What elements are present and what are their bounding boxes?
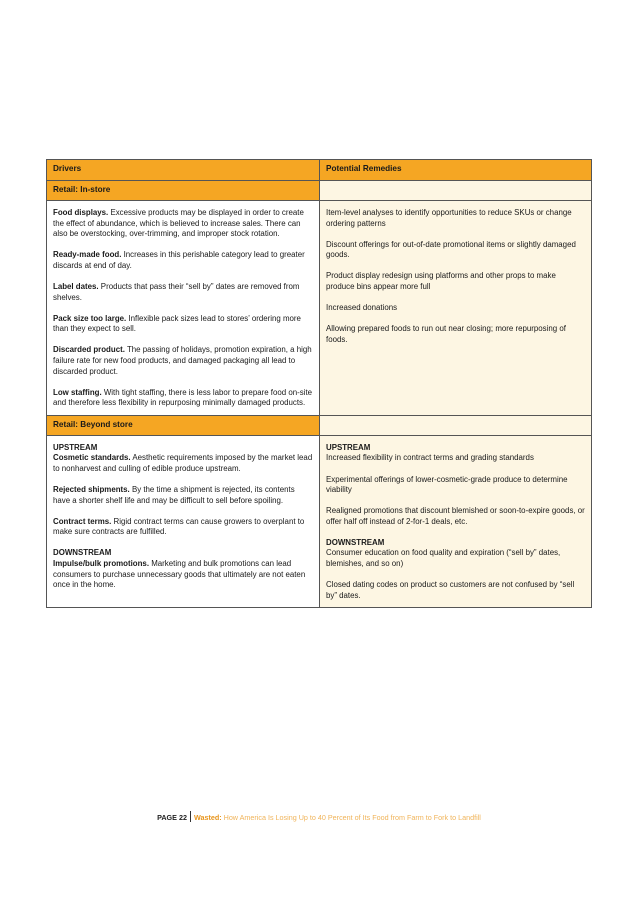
driver-item: Discarded product. The passing of holidays, promotion expiration, a high failure rate for new food products, and damaged packaging all lead to discarded product. (53, 345, 312, 376)
driver-item: Rejected shipments. By the time a shipment is rejected, its contents have a shorter shelf life and may be difficult to sell before spoiling. (53, 485, 295, 505)
section-title-blank (320, 181, 592, 201)
header-drivers: Drivers (47, 160, 320, 181)
report-subtitle: How America Is Losing Up to 40 Percent of Its Food from Farm to Fork to Landfill (221, 813, 481, 822)
in-store-drivers-cell (47, 201, 320, 416)
remedy-item: Discount offerings for out-of-date promotional items or slightly damaged goods. (326, 239, 576, 260)
beyond-store-body-row (47, 435, 592, 608)
remedy-item: Product display redesign using platforms and other props to make produce bins appear more full (326, 271, 556, 291)
remedy-item: Increased donations (326, 303, 398, 313)
driver-item: Pack size too large. Inflexible pack sizes lead to stores’ ordering more than they expect to sell. (53, 313, 301, 334)
header-remedies: Potential Remedies (320, 160, 592, 181)
footer-divider (190, 811, 191, 822)
report-title: Wasted: (193, 813, 222, 822)
remedy-item: Experimental offerings of lower-cosmetic-grade produce to determine viability (326, 474, 568, 495)
table-header-row (47, 160, 592, 181)
beyond-store-remedies-cell (320, 435, 592, 608)
section-title-blank (320, 415, 592, 435)
in-store-body-row (47, 201, 592, 416)
driver-item: Contract terms. Rigid contract terms can cause growers to overplant to make sure contracts are fulfilled. (53, 516, 305, 537)
page-number: PAGE 22 (157, 813, 187, 822)
driver-item: Ready-made food. Increases in this perishable category lead to greater discards at end of day. (53, 250, 305, 270)
section-row-beyond-store (47, 415, 592, 435)
remedy-item: Realigned promotions that discount blemished or soon-to-expire goods, or offer half off instead of 2-for-1 deals, etc. (326, 506, 585, 526)
remedy-item: UPSTREAM Increased flexibility in contract terms and grading standards (326, 442, 534, 463)
remedy-item: DOWNSTREAM Consumer education on food quality and expiration (“sell by” dates, blemishes, and so on) (326, 537, 561, 569)
remedy-item: Item-level analyses to identify opportunities to reduce SKUs or change ordering patterns (326, 208, 572, 228)
driver-item: Low staffing. With tight staffing, there is less labor to prepare food on-site and therefore less flexibility in repurposing minimally damaged products. (53, 387, 313, 408)
section-title-in-store: Retail: In-store (47, 181, 320, 201)
driver-item: Food displays. Excessive products may be displayed in order to create the effect of abundance, which is believed to increase sales. There can also be overstocking, over-trimming, and improper stock rotation. (53, 208, 304, 239)
section-title-beyond-store: Retail: Beyond store (47, 415, 320, 435)
page-footer (0, 811, 638, 822)
remedy-item: Allowing prepared foods to run out near closing; more repurposing of foods. (326, 324, 566, 344)
driver-item: Label dates. Products that pass their “sell by” dates are removed from shelves. (53, 281, 300, 302)
upstream-label: UPSTREAM (53, 442, 98, 452)
downstream-label: DOWNSTREAM (53, 548, 112, 558)
remedy-item: Closed dating codes on product so customers are not confused by “sell by” dates. (326, 580, 575, 600)
driver-item: UPSTREAM Cosmetic standards. Aesthetic requirements imposed by the market lead to nonharvest and culling of edible produce upstream. (53, 442, 313, 473)
driver-item: DOWNSTREAM Impulse/bulk promotions. Marketing and bulk promotions can lead consumers to purchase unnecessary goods that ultimately are not eaten once in the home. (53, 548, 306, 590)
upstream-label: UPSTREAM (326, 442, 371, 452)
section-row-in-store (47, 181, 592, 201)
downstream-label: DOWNSTREAM (326, 537, 385, 547)
in-store-remedies-cell (320, 201, 592, 416)
beyond-store-drivers-cell (47, 435, 320, 608)
drivers-remedies-table (46, 159, 592, 608)
